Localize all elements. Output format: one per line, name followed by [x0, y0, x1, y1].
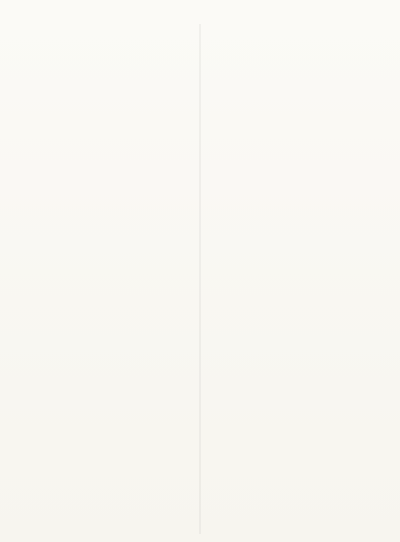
directory-columns [10, 24, 390, 534]
page-header [10, 10, 390, 22]
right-column [205, 24, 390, 534]
column-divider [200, 24, 201, 534]
left-column [10, 24, 195, 534]
